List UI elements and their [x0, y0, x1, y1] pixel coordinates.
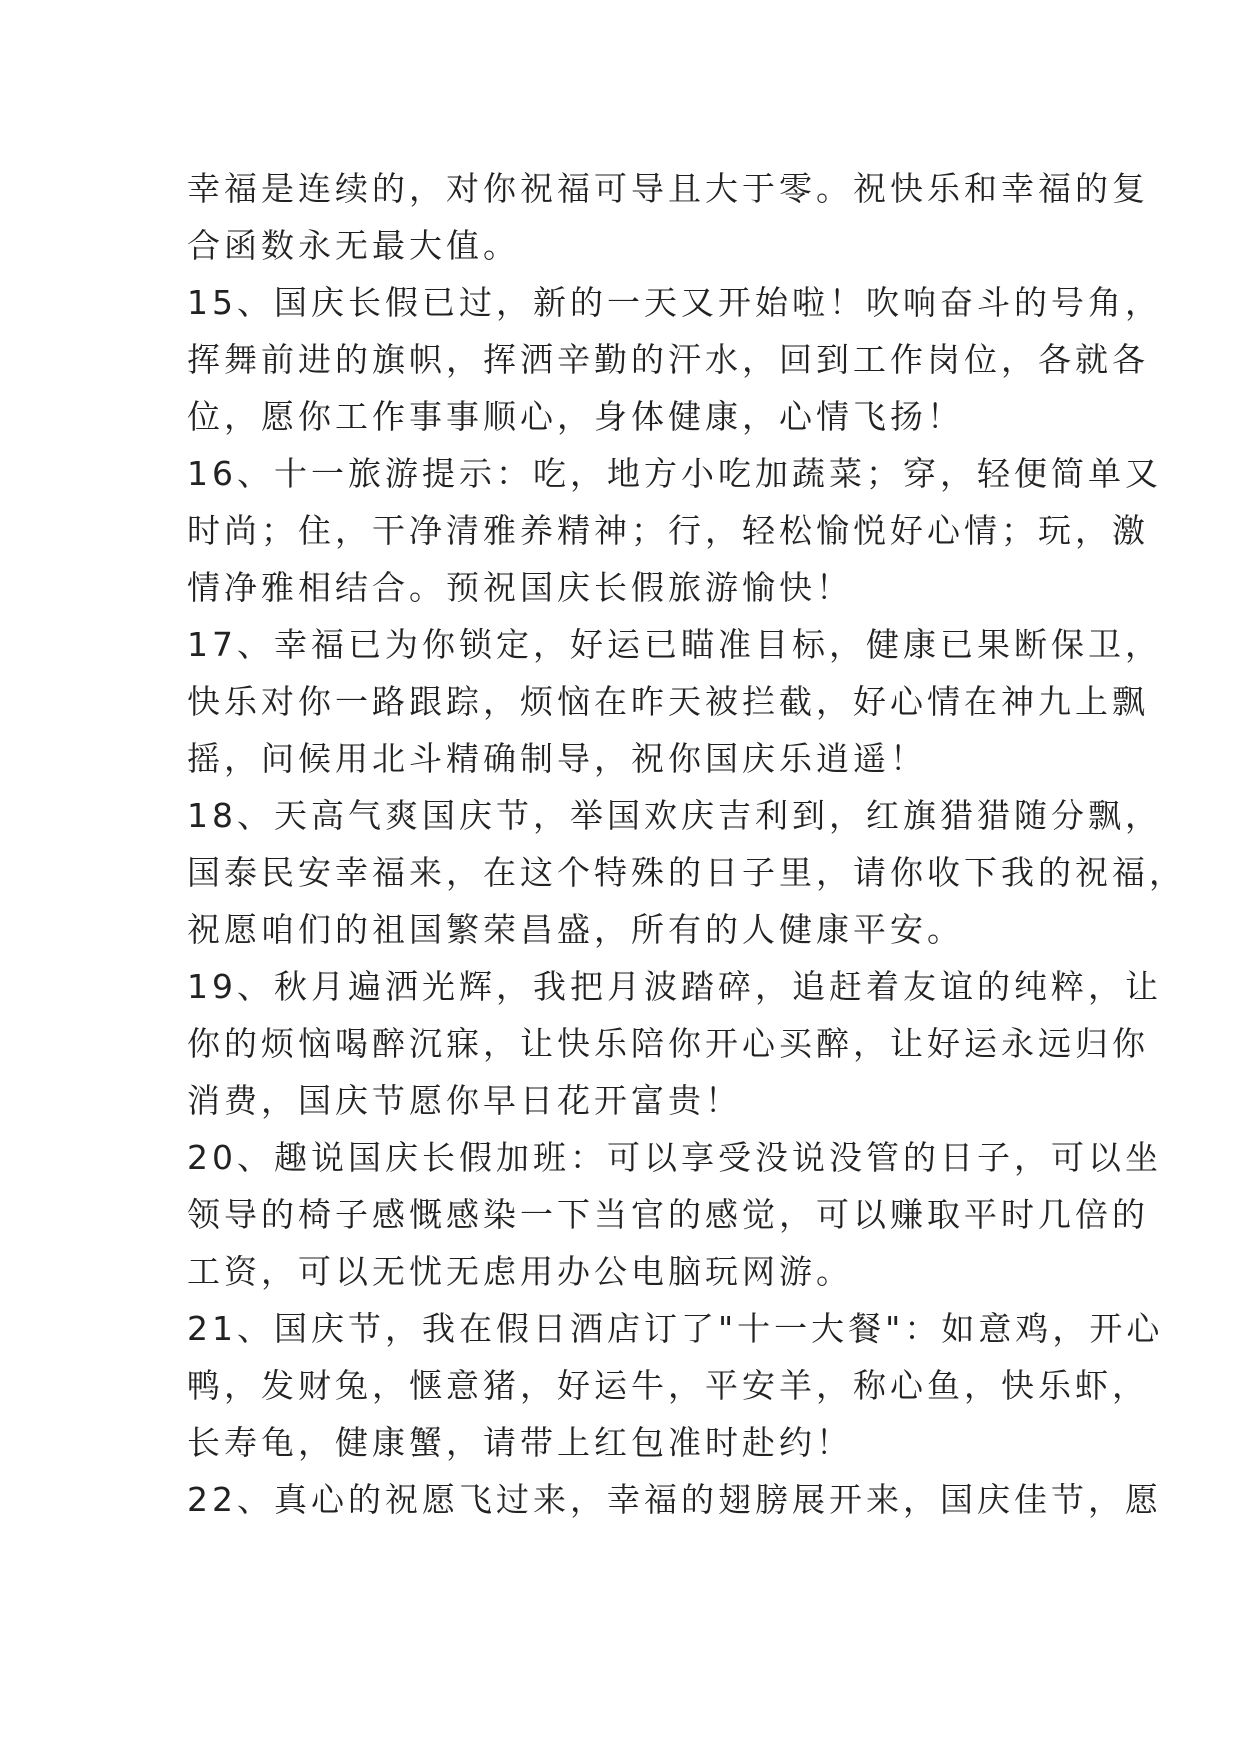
text-line: 消费，国庆节愿你早日花开富贵！	[187, 1081, 742, 1120]
text-line: 幸福是连续的，对你祝福可导且大于零。祝快乐和幸福的复	[187, 169, 1149, 208]
text-line: 15、国庆长假已过，新的一天又开始啦！吹响奋斗的号角，	[187, 283, 1162, 322]
text-line: 祝愿咱们的祖国繁荣昌盛，所有的人健康平安。	[187, 910, 964, 949]
text-line: 18、天高气爽国庆节，举国欢庆吉利到，红旗猎猎随分飘，	[187, 796, 1162, 835]
text-line: 21、国庆节，我在假日酒店订了"十一大餐"：如意鸡，开心	[187, 1309, 1164, 1348]
text-line: 合函数永无最大值。	[187, 226, 520, 265]
text-line: 快乐对你一路跟踪，烦恼在昨天被拦截，好心情在神九上飘	[187, 682, 1149, 721]
document-body	[187, 160, 1186, 1528]
text-line: 你的烦恼喝醉沉寐，让快乐陪你开心买醉，让好运永远归你	[187, 1024, 1149, 1063]
text-line: 工资，可以无忧无虑用办公电脑玩网游。	[187, 1252, 853, 1291]
text-line: 19、秋月遍洒光辉，我把月波踏碎，追赶着友谊的纯粹，让	[187, 967, 1162, 1006]
text-line: 鸭，发财兔，惬意猪，好运牛，平安羊，称心鱼，快乐虾，	[187, 1366, 1149, 1405]
text-line: 16、十一旅游提示：吃，地方小吃加蔬菜；穿，轻便简单又	[187, 454, 1162, 493]
text-line: 国泰民安幸福来，在这个特殊的日子里，请你收下我的祝福，	[187, 853, 1186, 892]
text-line: 20、趣说国庆长假加班：可以享受没说没管的日子，可以坐	[187, 1138, 1162, 1177]
text-line: 长寿龟，健康蟹，请带上红包准时赴约！	[187, 1423, 853, 1462]
text-line: 领导的椅子感慨感染一下当官的感觉，可以赚取平时几倍的	[187, 1195, 1149, 1234]
text-line: 17、幸福已为你锁定，好运已瞄准目标，健康已果断保卫，	[187, 625, 1162, 664]
text-line: 位，愿你工作事事顺心，身体健康，心情飞扬！	[187, 397, 964, 436]
text-line: 22、真心的祝愿飞过来，幸福的翅膀展开来，国庆佳节，愿	[187, 1480, 1162, 1519]
text-line: 时尚；住，干净清雅养精神；行，轻松愉悦好心情；玩，激	[187, 511, 1149, 550]
text-line: 挥舞前进的旗帜，挥洒辛勤的汗水，回到工作岗位，各就各	[187, 340, 1149, 379]
text-line: 情净雅相结合。预祝国庆长假旅游愉快！	[187, 568, 853, 607]
text-line: 摇，问候用北斗精确制导，祝你国庆乐逍遥！	[187, 739, 927, 778]
